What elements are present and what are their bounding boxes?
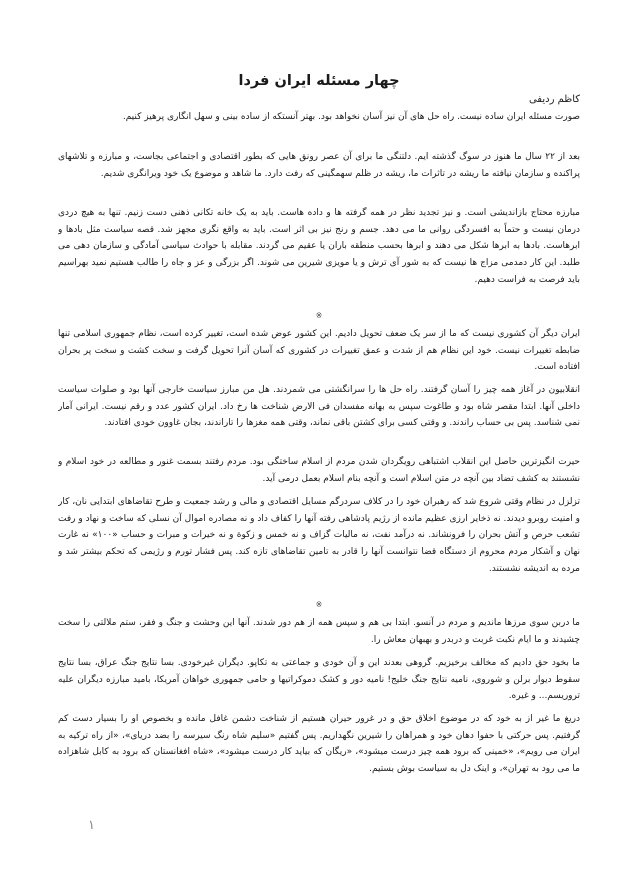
author-name: کاظم ردیفی [528, 94, 580, 105]
paragraph-mourning: بعد از ۲۲ سال ما هنوز در سوگ گذشته ایم. دلتنگی ما برای آن عصر رونق هایی که بطور اقتصادی و اجتماعی بجاست، و مبارزه و تلاشهای پراکنده و سازمان نیافته ما ریشه در تاثرات ما، ریشه در ظلم سهمگینی که رفت دارد. ما شاهد و موضوع یک خود ویرانگری شدیم. [58, 152, 580, 179]
paragraph-instability: تزلزل در نظام وقتی شروع شد که رهبران خود را در کلاف سردرگم مسایل اقتصادی و مالی و رشد جمعیت و طرح تقاضاهای ابتدایی نان، کار و امنیت روبرو دیدند. نه ذخایر ارزی عظیم مانده از رژیم پادشاهی رفته آنها را کفاف داد و نه مصادره اموال آن نسلی که ساخت و نهاد و رفت تشعب حرص و آتش بحران را فرونشاند. نه درآمد نفت، نه مالیات گزاف و نه خمس و زکوة و نه خیرات و مبرات و حساب «۱۰۰» نه غارت نهان و آشکار مردم محروم از دستگاه قضا نتوانست آنها را قادر به تامین تقاضاهای تازه کند. پس فشار تورم و رژیمی که تحکم بیشتر شد و مرده به اندیشه نشستند. [58, 497, 580, 574]
paragraph-islam: حیرت انگیزترین حاصل این انقلاب اشتباهی رویگردان شدن مردم از اسلام ساختگی بود. مردم رفتند بسمت غنور و مطالعه در خود اسلام و نشستند به کشف تضاد بین آنچه در متن اسلام است و آنچه بنام اسلام بعمل درمی آید. [58, 457, 580, 484]
paragraph-borders: ما دربن سوی مرزها ماندیم و مردم در آنسو. ابتدا بی هم و سپس همه از هم دور شدند. آنها این وحشت و جنگ و فقر، ستم ملالتی را سخت چشیدند و ما ایام نکبت غربت و دربدر و بهبهان معاش را. [58, 618, 580, 645]
paragraph-rethinking: مبارزه محتاج بازاندیشی است. و نیز تجدید نظر در همه گرفته ها و داده هاست. باید به یک خانه تکانی ذهنی دست زنیم. تنها به هیچ دردی درمان نیست و حتماً به افسردگی روانی ما می دهد. جسم و رنج نیز بی اثر است. باید به واقع نگری مجهز شد. قصه سیاست مثل بادها و ابرهاست. بادها به ابرها شکل می دهند و ابرها بحسب منطقه باران یا عقیم می گردند. مقابله با حوادث سیاسی آمادگی و سازمان دهی می طلبد. این کار دمدمی مزاج ها نیست که به شور آی ترش و یا مویزی شیرین می شوند. اگر بزرگی و عز و جاه را طالب هستیم نمید بهراسیم باید فرصت به فراست دهیم. [58, 208, 580, 285]
paragraph-regret: دریغ ما غیر از به خود که در موضوع اخلاق حق و در غرور حیران هستیم از شناخت دشمن غافل مانده و بخصوص او را بسیار دست کم گرفتیم. پس حرکتی با حفوا دهان خود و همراهان را شیرین نگهداریم. پس گفتیم «سلیم شاه رنگ سیرسه را بضد دریای»، «از راه ترکیه به ایران می رویم»، «خمینی که برود همه چیز درست میشود»، «ریگان که بیاید کار درست میشود»، «شاه افغانستان که برود به کابل شاهزاده ما می رود به تهران»، و اینک دل به سیاست بوش بستیم. [58, 714, 580, 775]
paragraph-intro: صورت مسئله ایران ساده نیست. راه حل های آن نیز آسان نخواهد بود. بهتر آنستکه از ساده بینی و سهل انگاری پرهیز کنیم. [122, 112, 580, 122]
document-title: چهار مسئله ایران فردا [238, 73, 400, 89]
section-separator: ※ [315, 311, 323, 320]
section-separator: ※ [315, 600, 323, 609]
paragraph-changed-country: ایران دیگر آن کشوری نیست که ما از سر یک ضعف تحویل دادیم. این کشور عوض شده است، تغییر کرده است، نظام جمهوری اسلامی تنها ضابطه تغییرات نیست. خود این نظام هم از شدت و عمق تغییرات در کشوری که آسان آنرا تحویل گرفت و سخت کشت و سخت پر بحران افتاده است. [58, 329, 580, 373]
paragraph-revolutionaries: انقلابیون در آغاز همه چیز را آسان گرفتند. راه حل ها را سرانگشتی می شمردند. هل من مبارز سیاست خارجی آنها بود و صلوات سیاست داخلی آنها. ابتدا مقصر شاه بود و طاغوت سپس به بهانه مفسدان فی الارض شناخت ها رخ داد. ایران کشور عدد و رقم نیست. ایرانی آمار نمی شناسد. پس بی حساب راندند. و وقتی کسی برای کشتن باقی نماند، وقتی همه مغزها را تاراندند، بجان غاوون خودی افتادند. [58, 385, 580, 429]
paragraph-opposition: ما بخود حق دادیم که مخالف برخیزیم. گروهی بعدند این و آن خودی و جماعتی به تکاپو. دیگران غیرخودی. بسا نتایج جنگ عراق، بسا نتایج سقوط دیوار برلن و شوروی، نامیه نتایج جنگ خلیج! نامیه دور و کشک دموکراتیها و حامی جمهوری خواهان آمریکا، بامید مبارزه دیگران علیه تروریسم... و غیره. [58, 658, 580, 702]
page-number: ۱ [88, 818, 95, 833]
